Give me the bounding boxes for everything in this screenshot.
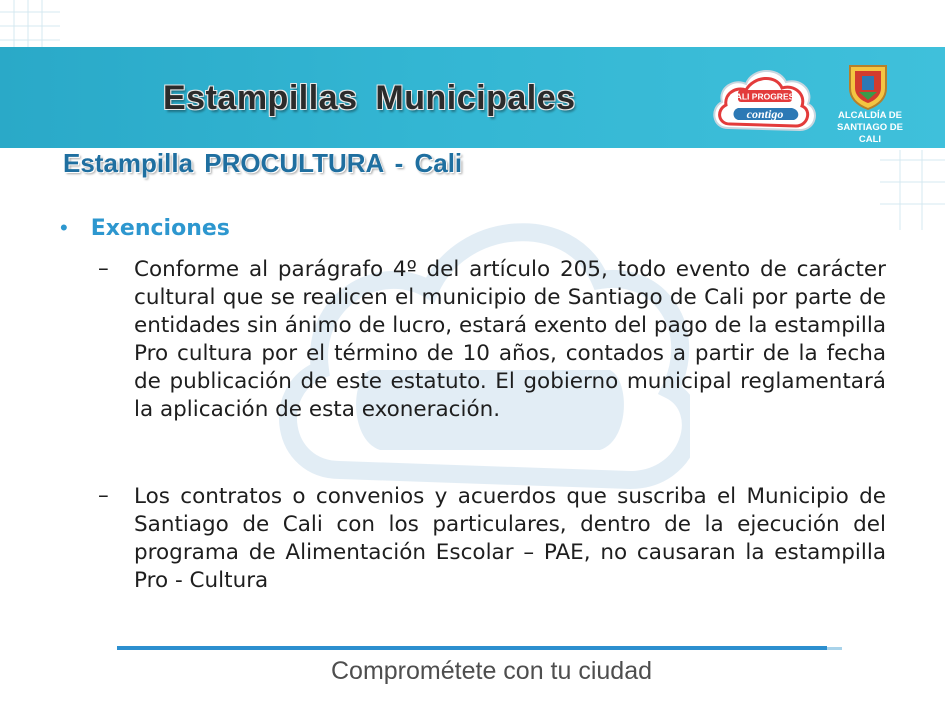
slide-title: Estampillas Municipales — [163, 79, 576, 117]
dash-icon: – — [98, 256, 109, 281]
alcaldia-caption-line2: SANTIAGO DE CALI — [837, 122, 903, 145]
list-item-text: Los contratos o convenios y acuerdos que suscriba el Municipio de Santiago de Cali con los particulares, dentro de la ejecución del programa de Alimentación Escolar – PAE, no causaran la estampilla Pro - Cultura — [134, 484, 886, 593]
logo-line2: contigo — [746, 107, 784, 121]
bullet-dot-icon: • — [60, 215, 68, 240]
bullet-exenciones — [60, 216, 230, 241]
alcaldia-caption-line1: ALCALDÍA DE — [837, 110, 903, 121]
list-item — [98, 483, 886, 595]
dash-icon: – — [98, 483, 109, 508]
logo-line1: CALI PROGRESA — [729, 91, 801, 102]
footer-slogan: Comprométete con tu ciudad — [331, 657, 653, 685]
list-item — [98, 256, 886, 424]
bullet-label: Exenciones — [90, 216, 230, 241]
list-item-text: Conforme al parágrafo 4º del artículo 205, todo evento de carácter cultural que se realicen el municipio de Santiago de Cali por parte de entidades sin ánimo de lucro, estará exento del pago de la estampilla Pro cultura por el término de 10 años, contados a partir de la fecha de publicación de este estatuto. El gobierno municipal reglamentará la aplicación de esta exoneración. — [134, 257, 886, 422]
alcaldia-caption — [826, 110, 914, 146]
cali-progresa-logo — [708, 58, 820, 143]
alcaldia-crest-icon — [842, 62, 894, 110]
footer-divider — [117, 645, 842, 651]
slide-subtitle: Estampilla PROCULTURA - Cali — [63, 148, 463, 178]
